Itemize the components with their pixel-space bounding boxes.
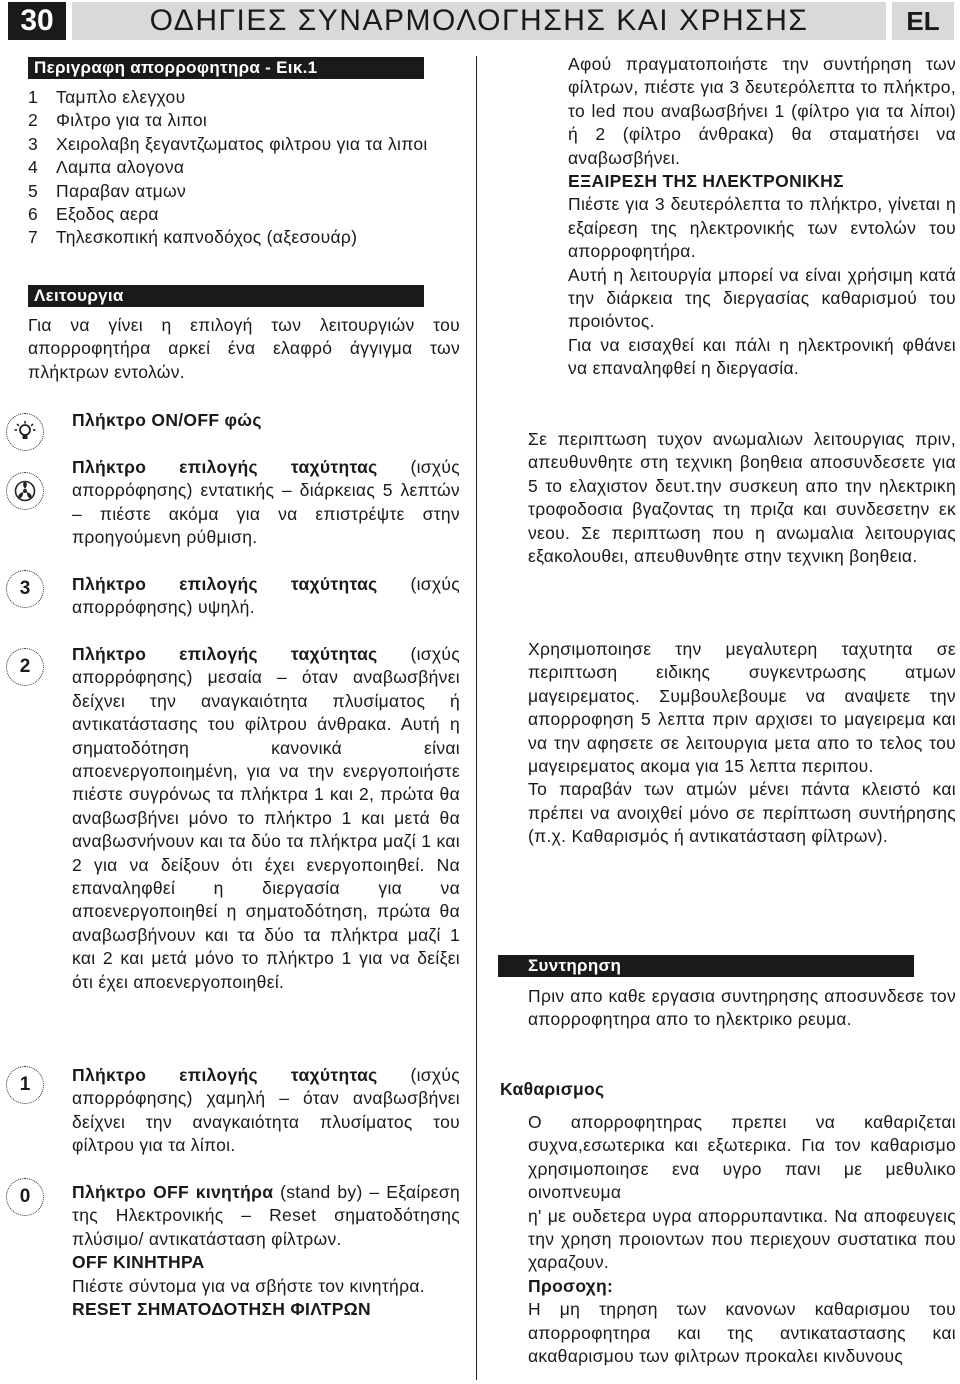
part-text: Παραβαν ατμων (56, 180, 187, 201)
key-text: (ισχύς απορρόφησης) υψηλή. (72, 574, 460, 618)
page-number: 30 (8, 2, 66, 40)
language-badge: EL (892, 2, 954, 40)
part-number: 3 (28, 133, 39, 154)
part-text: Τηλεσκοπική καπνοδόχος (αξεσουάρ) (56, 227, 358, 248)
maintenance-note-text: Αφού πραγματοποιήστε την συντήρηση των φίλτρων, πιέστε για 3 δευτερόλεπτα το πλήκτρο, το led που αναβωσβήνει 1 (φίλτρο για τα λίποι) ή 2 (φίλτρο άνθρακα) θα σταματήσει να αναβωσβήνει. (568, 54, 956, 168)
speed-advice (528, 638, 956, 849)
part-text: Φιλτρο για τα λιποι (56, 110, 208, 131)
electronic-heading: ΕΞΑΙΡΕΣΗ ΤΗΣ ΗΛΕΚΤΡΟΝΙΚΗΣ (568, 171, 844, 192)
screen-text: Το παραβάν των ατμών μένει πάντα κλειστό και πρέπει να ανοιχθεί μόνο σε περίπτωση συντήρησης (π.χ. Καθαρισμός ή αντικατάσταση φίλτρων). (528, 779, 956, 847)
electronic-p2: Αυτή η λειτουργία μπορεί να είναι χρήσιμη κατά την διάρκεια της διεργασίας καθαρισμού του προιόντος. (568, 264, 956, 332)
maintenance-text: Πριν απο καθε εργασια συντηρησης αποσυνδεσε τον απορροφητηρα απο το ηλεκτρικο ρευμα. (528, 986, 956, 1030)
reset-heading: RESET ΣΗΜΑΤΟΔΟΤΗΣΗ ΦΙΛΤΡΩΝ (72, 1299, 371, 1320)
part-number: 2 (28, 110, 39, 131)
part-number: 4 (28, 157, 39, 178)
list-item (28, 226, 468, 249)
maintenance-heading: Συντηρηση (498, 955, 914, 977)
list-item (28, 203, 468, 226)
cleaning-text-1: Ο απορροφητηρας πρεπει να καθαριζεται συχνα,εσωτερικα και εξωτερικα. Για τον καθαρισμο χρησιμοποιησε ενα υγρο πανι με μεθυλικο οινοπνευμα (528, 1112, 956, 1203)
off-0-icon: 0 (6, 1178, 44, 1216)
key-title: Πλήκτρο επιλογής ταχύτητας (72, 644, 378, 664)
maintenance-note (568, 53, 956, 381)
malfunction-text: Σε περιπτωση τυχον ανωμαλιων λειτουργιας πριν, απευθυνθητε στη τεχνικη βοηθεια αποσυνδεσετε για 5 το ελαχιστον δευτ.την συσκευη απο την ηλεκτρικη τροφοδοσια βγαζοντας τη πριζα και συνδεσετην εκ νεου. Σε περιπτωση που η ανωμαλια λειτουργιας εξακολουθει, απευθυνθητε στην τεχνικη βοηθεια. (528, 429, 956, 567)
list-item (28, 86, 468, 109)
key-title: Πλήκτρο επιλογής ταχύτητας (72, 574, 378, 594)
page-title: ΟΔΗΓΙΕΣ ΣΥΝΑΡΜΟΛΟΓΗΣΗΣ ΚΑΙ ΧΡΗΣΗΣ (72, 2, 886, 40)
speed-text: Χρησιμοποιησε την μεγαλυτερη ταχυτητα σε περιπτωση ειδικης συγκεντρωσης ατμων μαγειρεματος. Συμβουλεβουμε να αναψετε την απορροφηση 5 λεπτα πριν αρχισει το μαγειρεμα και να την αφησετε σε λειτουργια μετα απο το τελος του μαγειρεματος ακομα για 15 λεπτα περιπου. (528, 639, 956, 777)
fan-icon (6, 472, 44, 510)
key-text: (ισχύς απορρόφησης) εντατικής – διάρκειας 5 λεπτών – πιέστε ακόμα για να επιστρέψτε στην προηγούμενη ρύθμιση. (72, 457, 460, 548)
part-text: Χειρολαβη ξεγαντζωματος φιλτρου για τα λιποι (56, 133, 428, 154)
key-medium-desc (72, 643, 460, 994)
description-heading: Περιγραφη απορροφητηρα - Εικ.1 (28, 57, 424, 79)
key-title: Πλήκτρο OFF κινητήρα (72, 1182, 274, 1202)
part-number: 1 (28, 87, 39, 107)
speed-3-icon: 3 (6, 570, 44, 608)
key-title: Πλήκτρο επιλογής ταχύτητας (72, 1065, 378, 1085)
list-item (28, 109, 468, 132)
bulb-icon (6, 413, 44, 451)
key-light-desc (72, 409, 464, 432)
electronic-p1: Πιέστε για 3 δευτερόλεπτα το πλήκτρο, γίνεται η εξαίρεση της ηλεκτρονικής των εντολών του απορροφητήρα. (568, 194, 956, 262)
key-low-desc (72, 1064, 460, 1158)
cleaning-heading: Καθαρισμος (500, 1079, 605, 1099)
fan-glyph (13, 479, 37, 503)
key-title: Πλήκτρο επιλογής ταχύτητας (72, 457, 378, 477)
bulb-glyph (13, 420, 37, 444)
column-divider (476, 56, 477, 1380)
key-boost-desc (72, 456, 460, 550)
function-text: Για να γίνει η επιλογή των λειτουργιών του απορροφητήρα αρκεί ένα ελαφρό άγγιγμα των πλήκτρων εντολών. (28, 315, 460, 382)
key-text: (ισχύς απορρόφησης) μεσαία – όταν αναβωσβήνει δείχνει την αναγκαιότητα πλυσίματος ή αντικατάστασης του φίλτρου άνθρακα. Αυτή η σηματοδότηση κανονικά είναι αποενεργοποιημένη, για να την ενεργοποιήστε πιέστε συγρόνως τα πλήκτρα 1 και 2, πρώτα θα αναβωσβήνει μόνο το πλήκτρο 1 και μετά θα αναβωσνήνουν και τα δύο τα πλήκτρα μαζί 1 και 2 για να δείξουν ότι έχει ενεργοποιηθεί. Να επαναληφθεί η διεργασία για να αποενεργοποιηθεί η σηματοδότηση, πρώτα θα αναβωσβήνουν και τα δύο τα πλήκτρα μαζί 1 και 2 και μετά μόνο το πλήκτρο 1 για να δείξει ότι έχει αποενεργοποιηθεί. (72, 644, 460, 992)
caution-text: Η μη τηρηση των κανονων καθαρισμου του απορροφητηρα και της αντικαταστασης και ακαθαρισμου των φιλτρων προκαλει κινδυνους (528, 1299, 956, 1367)
key-high-desc (72, 573, 460, 620)
parts-list (28, 86, 468, 250)
part-text: Εξοδος αερα (56, 204, 159, 225)
part-number: 6 (28, 204, 39, 225)
speed-2-icon: 2 (6, 648, 44, 686)
caution-heading: Προσοχη: (528, 1275, 614, 1296)
off-motor-heading: OFF ΚΙΝΗΤΗΡΑ (72, 1252, 205, 1273)
list-item (28, 180, 468, 203)
electronic-p3: Για να εισαχθεί και πάλι η ηλεκτρονική φθάνει να επαναληφθεί η διεργασία. (568, 334, 956, 379)
part-number: 7 (28, 227, 39, 248)
cleaning-section (528, 1111, 956, 1368)
key-off-desc (72, 1181, 460, 1321)
off-motor-text: Πιέστε σύντομα για να σβήστε τον κινητήρα. (72, 1275, 425, 1296)
part-text: Ταμπλο ελεγχου (56, 87, 186, 107)
cleaning-text-2: η' με ουδετερα υγρα απορρυπαντικα. Να αποφευγεις την χρηση προιοντων που περιεχουν συστατικα που χαραζουν. (528, 1205, 956, 1273)
list-item (28, 133, 468, 156)
key-text: (ισχύς απορρόφησης) χαμηλή – όταν αναβωσβήνει δείχνει την αναγκαιότητα πλυσίματος του φίλτρου για τα λίποι. (72, 1065, 460, 1156)
part-number: 5 (28, 180, 39, 201)
part-text: Λαμπα αλογονα (56, 157, 185, 178)
speed-1-icon: 1 (6, 1066, 44, 1104)
list-item (28, 156, 468, 179)
function-heading: Λειτουργια (28, 285, 424, 307)
key-text: (stand by) – Εξαίρεση της Ηλεκτρονικής – Reset σηματοδότησης πλύσιμο/ αντικατάσταση φίλτρων. (72, 1182, 460, 1249)
key-title: Πλήκτρο ON/OFF φώς (72, 410, 262, 430)
